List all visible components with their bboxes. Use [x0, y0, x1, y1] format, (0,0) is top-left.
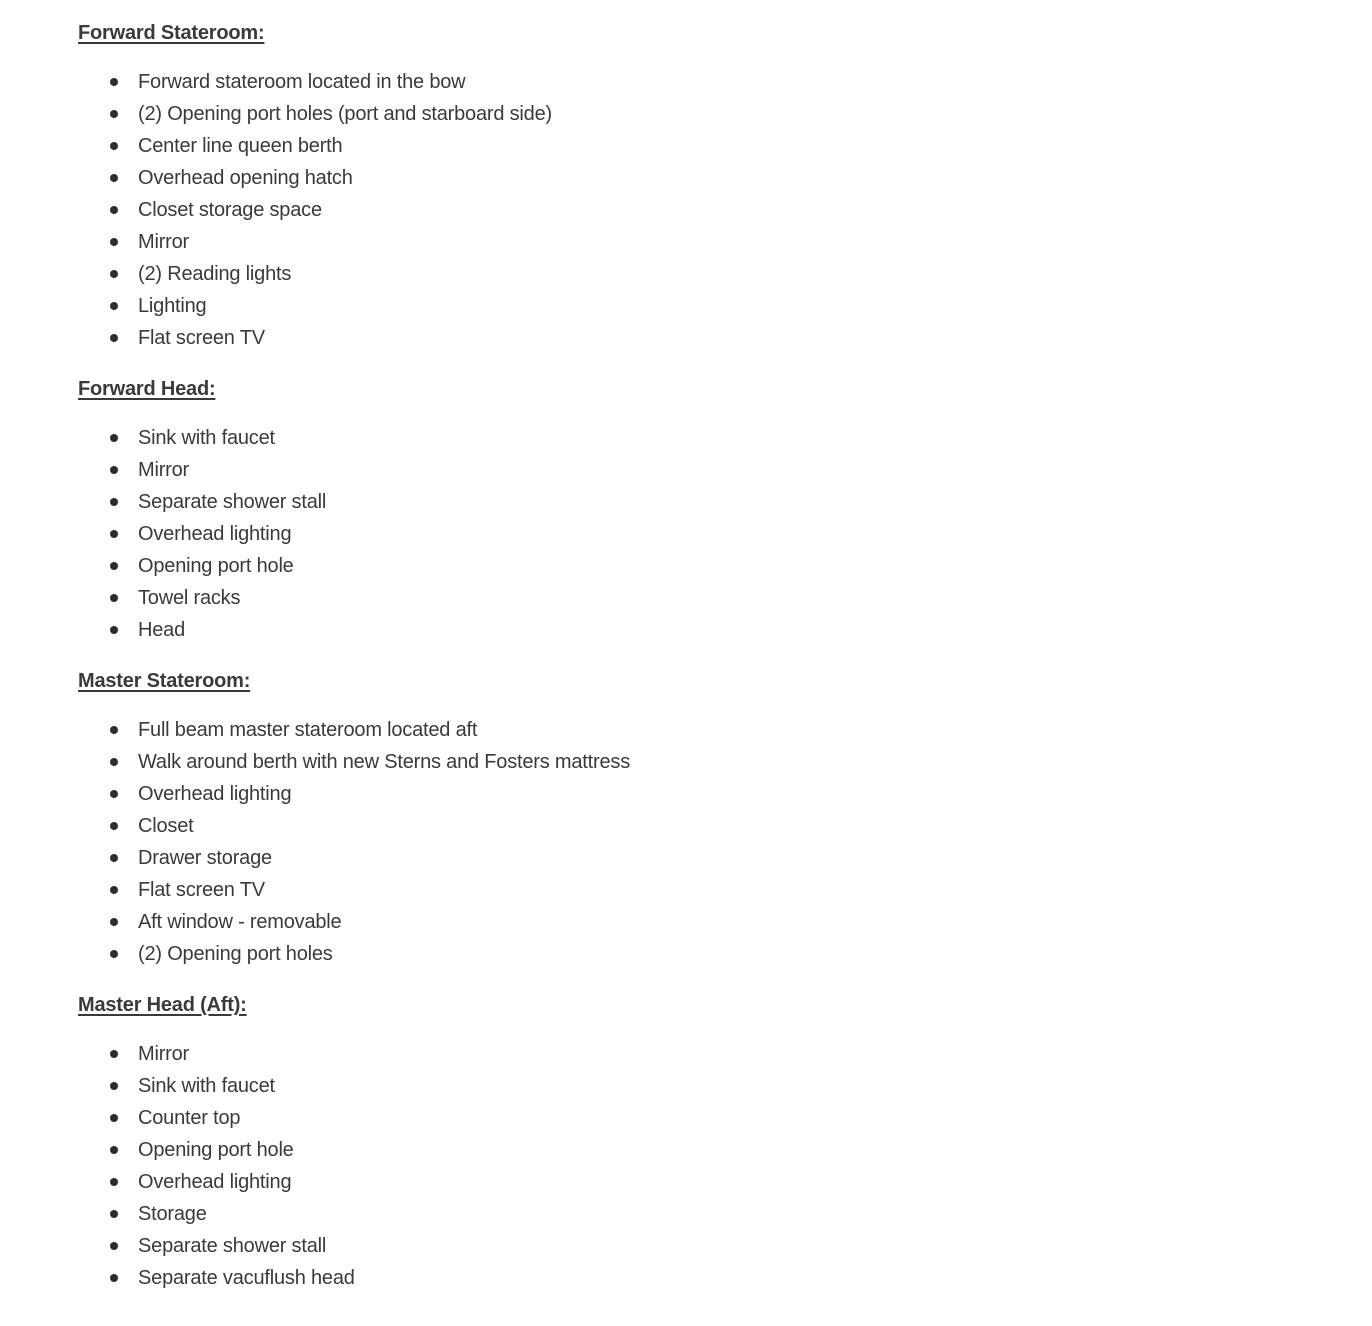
list-item [78, 874, 1318, 906]
feature-list-master-stateroom [78, 714, 1318, 970]
list-item [78, 1070, 1318, 1102]
list-item-text: (2) Opening port holes (port and starboard side) [138, 103, 552, 125]
list-item [78, 130, 1318, 162]
bullet-icon [110, 562, 118, 570]
list-item-text: Separate shower stall [138, 491, 327, 513]
list-item [78, 454, 1318, 486]
bullet-icon [110, 1274, 118, 1282]
bullet-icon [110, 886, 118, 894]
list-item-text: Walk around berth with new Sterns and Fosters mattress [138, 751, 631, 773]
bullet-icon [110, 1050, 118, 1058]
bullet-icon [110, 434, 118, 442]
list-item [78, 842, 1318, 874]
bullet-icon [110, 238, 118, 246]
feature-list-forward-head [78, 422, 1318, 646]
list-item [78, 1102, 1318, 1134]
list-item-text: Flat screen TV [138, 327, 265, 349]
bullet-icon [110, 498, 118, 506]
bullet-icon [110, 918, 118, 926]
list-item-text: Storage [138, 1203, 207, 1225]
list-item-text: Overhead lighting [138, 783, 292, 805]
list-item [78, 486, 1318, 518]
list-item-text: Mirror [138, 1043, 190, 1065]
list-item [78, 746, 1318, 778]
bullet-icon [110, 174, 118, 182]
bullet-icon [110, 1114, 118, 1122]
list-item [78, 1230, 1318, 1262]
list-item-text: Lighting [138, 295, 207, 317]
list-item [78, 810, 1318, 842]
list-item [78, 906, 1318, 938]
bullet-icon [110, 530, 118, 538]
list-item-text: Mirror [138, 231, 190, 253]
bullet-icon [110, 822, 118, 830]
bullet-icon [110, 1178, 118, 1186]
bullet-icon [110, 334, 118, 342]
list-item-text: Towel racks [138, 587, 241, 609]
list-item-text: Center line queen berth [138, 135, 343, 157]
list-item-text: Separate shower stall [138, 1235, 327, 1257]
list-item-text: Counter top [138, 1107, 241, 1129]
section-heading-forward-head: Forward Head: [78, 378, 216, 400]
list-item-text: Forward stateroom located in the bow [138, 71, 466, 93]
list-item-text: Full beam master stateroom located aft [138, 719, 478, 741]
bullet-icon [110, 758, 118, 766]
list-item-text: Closet [138, 815, 194, 837]
list-item-text: Aft window - removable [138, 911, 342, 933]
list-item-text: Sink with faucet [138, 427, 275, 449]
list-item [78, 226, 1318, 258]
list-item [78, 1166, 1318, 1198]
bullet-icon [110, 1146, 118, 1154]
bullet-icon [110, 1082, 118, 1090]
bullet-icon [110, 142, 118, 150]
bullet-icon [110, 726, 118, 734]
bullet-icon [110, 854, 118, 862]
bullet-icon [110, 206, 118, 214]
feature-list-master-head-aft [78, 1038, 1318, 1294]
bullet-icon [110, 950, 118, 958]
bullet-icon [110, 1242, 118, 1250]
list-item-text: Overhead opening hatch [138, 167, 353, 189]
list-item [78, 1134, 1318, 1166]
list-item-text: Overhead lighting [138, 523, 292, 545]
bullet-icon [110, 790, 118, 798]
list-item-text: Opening port hole [138, 1139, 294, 1161]
bullet-icon [110, 466, 118, 474]
list-item-text: Drawer storage [138, 847, 272, 869]
list-item [78, 258, 1318, 290]
list-item-text: Flat screen TV [138, 879, 265, 901]
section-heading-forward-stateroom: Forward Stateroom: [78, 22, 265, 44]
list-item [78, 194, 1318, 226]
section-heading-master-stateroom: Master Stateroom: [78, 670, 251, 692]
list-item [78, 518, 1318, 550]
list-item [78, 614, 1318, 646]
bullet-icon [110, 270, 118, 278]
list-item [78, 714, 1318, 746]
list-item [78, 1262, 1318, 1294]
bullet-icon [110, 78, 118, 86]
bullet-icon [110, 626, 118, 634]
bullet-icon [110, 110, 118, 118]
bullet-icon [110, 594, 118, 602]
list-item-text: Mirror [138, 459, 190, 481]
list-item-text: (2) Reading lights [138, 263, 292, 285]
list-item [78, 1198, 1318, 1230]
document-content [78, 18, 1318, 1314]
list-item-text: Head [138, 619, 186, 641]
list-item-text: Separate vacuflush head [138, 1267, 355, 1289]
feature-list-forward-stateroom [78, 66, 1318, 354]
list-item [78, 422, 1318, 454]
list-item-text: Opening port hole [138, 555, 294, 577]
list-item [78, 98, 1318, 130]
list-item-text: Sink with faucet [138, 1075, 275, 1097]
section-heading-master-head-aft: Master Head (Aft): [78, 994, 247, 1016]
bullet-icon [110, 302, 118, 310]
list-item [78, 778, 1318, 810]
list-item-text: Closet storage space [138, 199, 322, 221]
list-item [78, 66, 1318, 98]
list-item-text: Overhead lighting [138, 1171, 292, 1193]
list-item-text: (2) Opening port holes [138, 943, 333, 965]
list-item [78, 290, 1318, 322]
list-item [78, 582, 1318, 614]
list-item [78, 938, 1318, 970]
bullet-icon [110, 1210, 118, 1218]
list-item [78, 1038, 1318, 1070]
list-item [78, 550, 1318, 582]
list-item [78, 162, 1318, 194]
list-item [78, 322, 1318, 354]
